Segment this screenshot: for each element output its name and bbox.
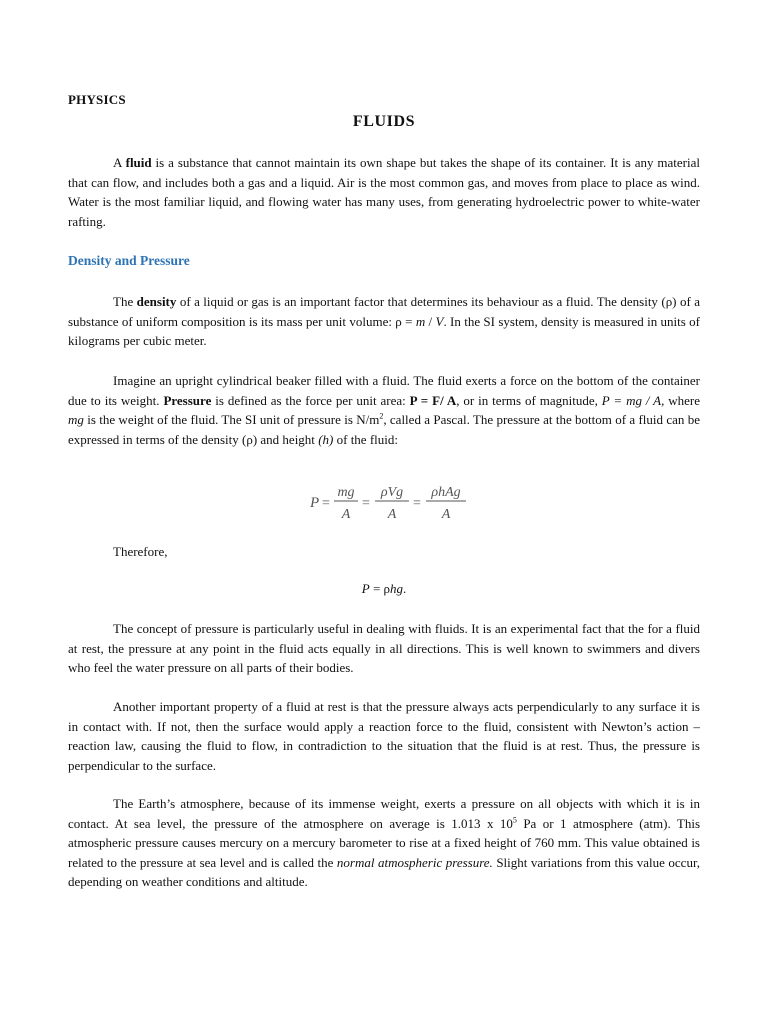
formula-frac1-den: A: [341, 507, 351, 522]
paragraph-atmospheric-pressure: The Earth’s atmosphere, because of its immense weight, exerts a pressure on all objects with which it is in contact. At sea level, the pressure of the atmosphere on average is 1.013 x $10^5$ Pa or 1 atmosphere (atm). This atmospheric pressure causes mercury on a mercury barometer to rise at a fixed height of 760 mm. This value obtained is related to the pressure at sea level and is called the normal atmospheric pressure. Slight variations from this value occur, depending on weather conditions and altitude.: [68, 796, 701, 890]
formula-frac3-den: A: [441, 507, 451, 522]
formula-frac1-num: mg: [337, 485, 355, 500]
subject-label: PHYSICS: [68, 92, 126, 107]
formula-eq-1: =: [322, 496, 330, 511]
paragraph-density: The density of a liquid or gas is an important factor that determines its behaviour as a fluid. The density (ρ) of a substance of uniform composition is its mass per unit volume: ρ = m / V. In the SI system, density is measured in units of kilograms per cubic meter.: [68, 294, 700, 349]
page-title: FLUIDS: [352, 113, 416, 130]
paragraph-perpendicular-pressure: Another important property of a fluid at rest is that the pressure always acts perpendicularly to any surface it is in contact with. If not, then the surface would apply a reaction force to the fluid, consistent with Newton’s action – reaction law, causing the fluid to flow, in contradiction to the situation that the fluid is at rest. Thus, the pressure is perpendicular to the surface.: [68, 699, 700, 773]
paragraph-pressure: Imagine an upright cylindrical beaker filled with a fluid. The fluid exerts a force on the bottom of the container due to its weight. Pressure is defined as the force per unit area: P = F/ A, or in terms of magnitude, P = mg / A, where mg is the weight of the fluid. The SI unit of pressure is $N/m^2$, called a Pascal. The pressure at the bottom of a fluid can be expressed in terms of the density (ρ) and height (h) of the fluid:: [68, 373, 701, 447]
pressure-equation: P = ρhg.: [361, 581, 407, 596]
formula-eq-3: =: [413, 496, 421, 511]
pressure-formula: [0, 478, 768, 526]
formula-frac3-num: ρhAg: [431, 485, 461, 500]
therefore-label: Therefore,: [113, 544, 168, 559]
section-heading-density-pressure: Density and Pressure: [68, 253, 190, 268]
paragraph-pressure-concept: The concept of pressure is particularly useful in dealing with fluids. It is an experimental fact that the for a fluid at rest, the pressure at any point in the fluid acts equally in all directions. This is well known to swimmers and divers who feel the water pressure on all parts of their bodies.: [68, 621, 700, 676]
formula-eq-2: =: [362, 496, 370, 511]
formula-frac2-num: ρVg: [380, 485, 404, 500]
paragraph-fluid-definition: A fluid is a substance that cannot maintain its own shape but takes the shape of its container. It is any material that can flow, and includes both a gas and a liquid. Air is the most common gas, and moves from place to place as wind. Water is the most familiar liquid, and flowing water has many uses, from generating hydroelectric power to white-water rafting.: [68, 155, 700, 229]
formula-lhs: P: [310, 495, 320, 511]
formula-frac2-den: A: [387, 507, 397, 522]
